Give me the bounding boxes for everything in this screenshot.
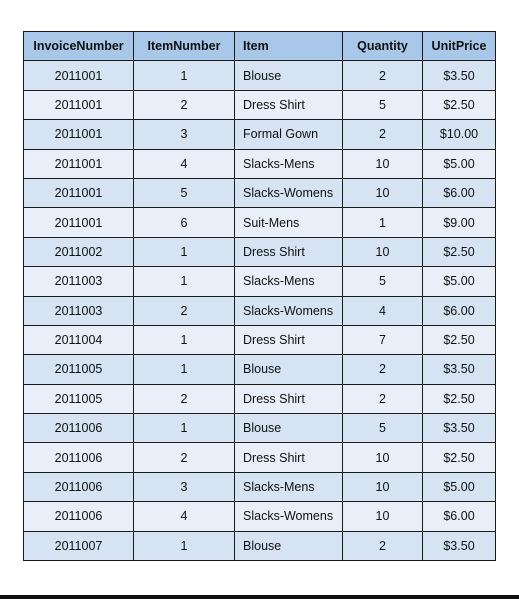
table-row — [24, 502, 496, 531]
table-row — [24, 61, 496, 90]
item-number-cell: 2 — [134, 296, 235, 325]
invoice-number-cell: 2011006 — [24, 414, 134, 443]
quantity-cell: 10 — [343, 472, 423, 501]
header-quantity: Quantity — [343, 32, 423, 61]
item-cell: Slacks-Womens — [235, 502, 343, 531]
item-number-cell: 1 — [134, 237, 235, 266]
item-number-cell: 3 — [134, 120, 235, 149]
unit-price-cell: $6.00 — [423, 296, 496, 325]
item-number-cell: 5 — [134, 178, 235, 207]
quantity-cell: 10 — [343, 443, 423, 472]
unit-price-cell: $10.00 — [423, 120, 496, 149]
table-row — [24, 355, 496, 384]
quantity-cell: 5 — [343, 414, 423, 443]
quantity-cell: 2 — [343, 531, 423, 560]
quantity-cell: 5 — [343, 267, 423, 296]
item-cell: Blouse — [235, 61, 343, 90]
table-row — [24, 472, 496, 501]
table-row — [24, 90, 496, 119]
quantity-cell: 5 — [343, 90, 423, 119]
unit-price-cell: $3.50 — [423, 531, 496, 560]
invoice-number-cell: 2011001 — [24, 149, 134, 178]
table-row — [24, 208, 496, 237]
unit-price-cell: $2.50 — [423, 237, 496, 266]
item-cell: Slacks-Mens — [235, 267, 343, 296]
item-number-cell: 1 — [134, 267, 235, 296]
invoice-number-cell: 2011007 — [24, 531, 134, 560]
page-header-strip — [0, 0, 519, 6]
item-cell: Dress Shirt — [235, 90, 343, 119]
quantity-cell: 2 — [343, 120, 423, 149]
invoice-number-cell: 2011001 — [24, 208, 134, 237]
table-row — [24, 443, 496, 472]
item-cell: Slacks-Womens — [235, 296, 343, 325]
quantity-cell: 4 — [343, 296, 423, 325]
unit-price-cell: $6.00 — [423, 178, 496, 207]
header-item: Item — [235, 32, 343, 61]
header-item-number: ItemNumber — [134, 32, 235, 61]
table-row — [24, 120, 496, 149]
item-cell: Blouse — [235, 531, 343, 560]
item-number-cell: 2 — [134, 384, 235, 413]
item-cell: Formal Gown — [235, 120, 343, 149]
quantity-cell: 10 — [343, 502, 423, 531]
table-row — [24, 531, 496, 560]
unit-price-cell: $2.50 — [423, 90, 496, 119]
table-row — [24, 325, 496, 354]
unit-price-cell: $5.00 — [423, 267, 496, 296]
invoice-items-table — [23, 31, 496, 561]
unit-price-cell: $2.50 — [423, 384, 496, 413]
item-number-cell: 4 — [134, 502, 235, 531]
table-header-row — [24, 32, 496, 61]
header-unit-price: UnitPrice — [423, 32, 496, 61]
item-number-cell: 1 — [134, 355, 235, 384]
item-cell: Blouse — [235, 355, 343, 384]
unit-price-cell: $5.00 — [423, 149, 496, 178]
item-cell: Dress Shirt — [235, 325, 343, 354]
item-number-cell: 6 — [134, 208, 235, 237]
item-cell: Dress Shirt — [235, 443, 343, 472]
unit-price-cell: $5.00 — [423, 472, 496, 501]
invoice-number-cell: 2011003 — [24, 267, 134, 296]
item-number-cell: 4 — [134, 149, 235, 178]
quantity-cell: 2 — [343, 61, 423, 90]
item-cell: Dress Shirt — [235, 384, 343, 413]
unit-price-cell: $2.50 — [423, 325, 496, 354]
table-row — [24, 296, 496, 325]
unit-price-cell: $9.00 — [423, 208, 496, 237]
quantity-cell: 10 — [343, 237, 423, 266]
invoice-number-cell: 2011002 — [24, 237, 134, 266]
invoice-number-cell: 2011001 — [24, 61, 134, 90]
table-row — [24, 178, 496, 207]
item-number-cell: 1 — [134, 414, 235, 443]
table-row — [24, 149, 496, 178]
quantity-cell: 2 — [343, 355, 423, 384]
unit-price-cell: $3.50 — [423, 61, 496, 90]
item-cell: Dress Shirt — [235, 237, 343, 266]
item-cell: Slacks-Mens — [235, 149, 343, 178]
item-number-cell: 2 — [134, 90, 235, 119]
invoice-number-cell: 2011006 — [24, 472, 134, 501]
invoice-number-cell: 2011005 — [24, 384, 134, 413]
invoice-number-cell: 2011006 — [24, 502, 134, 531]
quantity-cell: 2 — [343, 384, 423, 413]
invoice-number-cell: 2011006 — [24, 443, 134, 472]
bottom-rule — [0, 595, 519, 599]
item-cell: Suit-Mens — [235, 208, 343, 237]
invoice-number-cell: 2011001 — [24, 120, 134, 149]
item-cell: Slacks-Womens — [235, 178, 343, 207]
item-cell: Slacks-Mens — [235, 472, 343, 501]
invoice-number-cell: 2011004 — [24, 325, 134, 354]
unit-price-cell: $3.50 — [423, 355, 496, 384]
item-number-cell: 1 — [134, 531, 235, 560]
item-cell: Blouse — [235, 414, 343, 443]
unit-price-cell: $2.50 — [423, 443, 496, 472]
table-row — [24, 414, 496, 443]
table-row — [24, 267, 496, 296]
quantity-cell: 7 — [343, 325, 423, 354]
item-number-cell: 1 — [134, 61, 235, 90]
item-number-cell: 1 — [134, 325, 235, 354]
quantity-cell: 10 — [343, 178, 423, 207]
item-number-cell: 2 — [134, 443, 235, 472]
invoice-number-cell: 2011001 — [24, 90, 134, 119]
table-row — [24, 237, 496, 266]
table-body — [24, 61, 496, 561]
invoice-number-cell: 2011001 — [24, 178, 134, 207]
invoice-number-cell: 2011005 — [24, 355, 134, 384]
invoice-number-cell: 2011003 — [24, 296, 134, 325]
quantity-cell: 1 — [343, 208, 423, 237]
table-row — [24, 384, 496, 413]
quantity-cell: 10 — [343, 149, 423, 178]
unit-price-cell: $6.00 — [423, 502, 496, 531]
item-number-cell: 3 — [134, 472, 235, 501]
unit-price-cell: $3.50 — [423, 414, 496, 443]
header-invoice-number: InvoiceNumber — [24, 32, 134, 61]
